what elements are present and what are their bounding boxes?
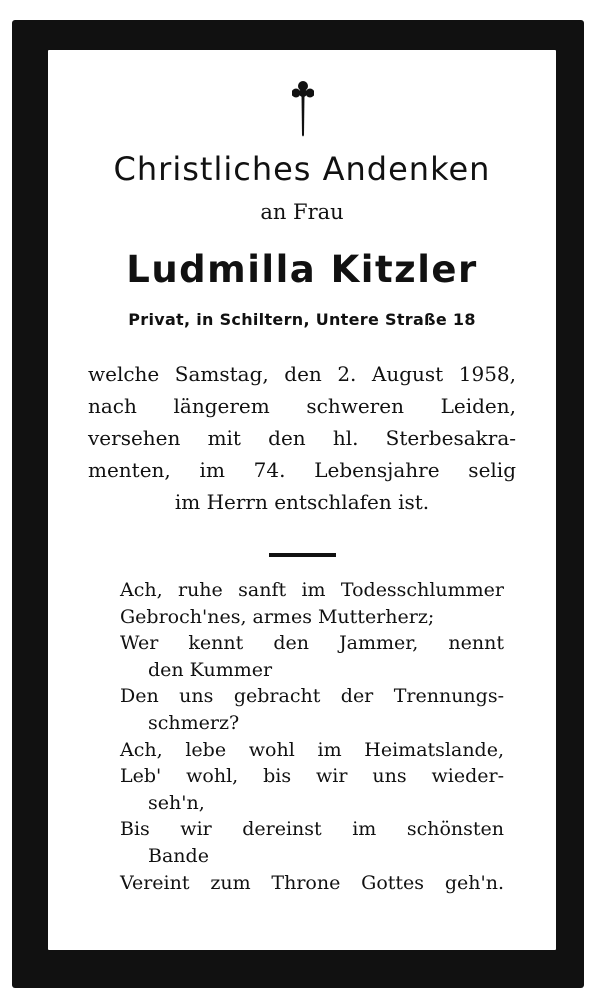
memorial-card — [12, 20, 584, 988]
divider-rule — [269, 553, 336, 557]
dedication-text: an Frau — [260, 200, 344, 224]
address-text: Privat, in Schiltern, Untere Straße 18 — [128, 310, 476, 329]
poem-line: Ach, lebe wohl im Heimatslande, — [120, 738, 504, 761]
poem-line: Vereint zum Throne Gottes geh'n. — [120, 871, 504, 894]
poem-line: schmerz? — [148, 711, 240, 734]
poem-line: Ach, ruhe sanft im Todesschlummer — [120, 579, 504, 601]
deceased-name: Ludmilla Kitzler — [126, 248, 478, 291]
cross-icon — [292, 80, 314, 138]
poem-line: Den uns gebracht der Trennungs- — [120, 685, 504, 708]
poem-line: Gebroch'nes, armes Mutterherz; — [120, 605, 435, 628]
poem-line: den Kummer — [148, 658, 273, 681]
poem-line: Bis wir dereinst im schönsten — [120, 818, 504, 841]
notice-line: welche Samstag, den 2. August 1958, — [88, 362, 516, 386]
poem-line: seh'n, — [148, 791, 205, 814]
notice-line: im Herrn entschlafen ist. — [174, 490, 430, 514]
notice-line: versehen mit den hl. Sterbesakra- — [88, 426, 516, 450]
poem-line: Leb' wohl, bis wir uns wieder- — [120, 765, 504, 788]
poem-line: Wer kennt den Jammer, nennt — [120, 632, 504, 655]
death-notice-text — [88, 358, 516, 518]
notice-line: nach längerem schweren Leiden, — [88, 394, 516, 418]
memorial-poem — [120, 577, 504, 896]
page-title: Christliches Andenken — [113, 150, 491, 188]
poem-line: Bande — [148, 844, 209, 867]
notice-line: menten, im 74. Lebensjahre selig — [88, 458, 516, 482]
card-inner-panel — [48, 50, 556, 950]
